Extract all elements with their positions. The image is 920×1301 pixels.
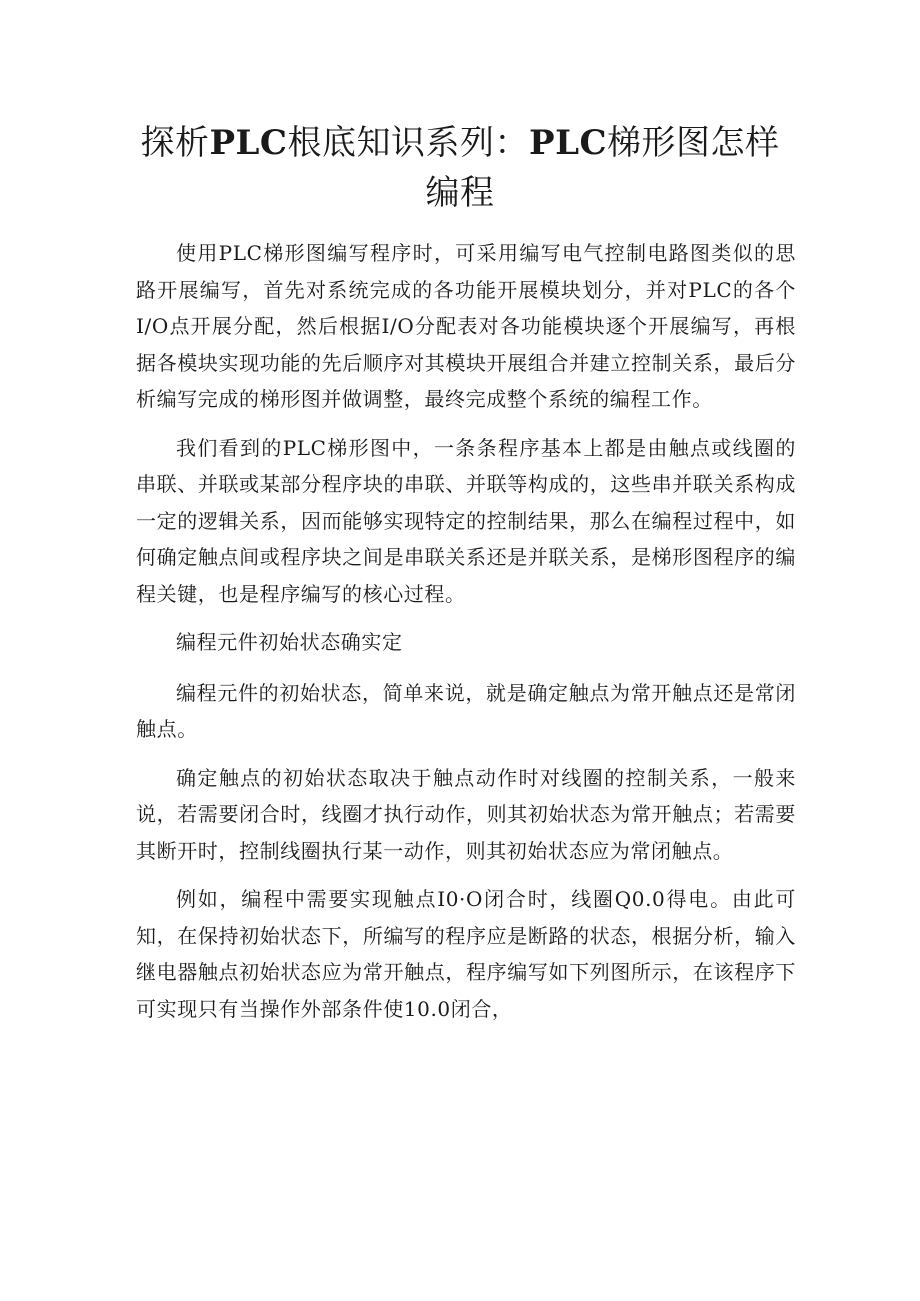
paragraph-initial-state: 编程元件的初始状态，简单来说，就是确定触点为常开触点还是常闭触点。: [136, 680, 796, 741]
document-title: [130, 118, 790, 218]
title-bold-plc-1: PLC: [209, 123, 288, 163]
title-middle: 根底知识系列：: [287, 123, 529, 163]
title-bold-plc-2: PLC: [529, 123, 608, 163]
title-prefix: 探析: [140, 123, 210, 163]
section-heading: 编程元件初始状态确实定: [176, 630, 403, 654]
title-suffix: 梯形图怎样编程: [425, 123, 780, 213]
paragraph-ladder-structure: 我们看到的PLC梯形图中，一条条程序基本上都是由触点或线圈的串联、并联或某部分程序块的串联、并联等构成的，这些串并联关系构成一定的逻辑关系，因而能够实现特定的控制结果，那么在编程过程中，如何确定触点间或程序块之间是串联关系还是并联关系，是梯形图程序的编程关键，也是程序编写的核心过程。: [136, 435, 796, 606]
paragraph-example: 例如，编程中需要实现触点I0·O闭合时，线圈Q0.0得电。由此可知，在保持初始状态下，所编写的程序应是断路的状态，根据分析，输入继电器触点初始状态应为常开触点，程序编写如下列图所示，在该程序下可实现只有当操作外部条件使10.0闭合，: [136, 887, 796, 1021]
document-body: [136, 235, 796, 1039]
paragraph-intro: 使用PLC梯形图编写程序时，可采用编写电气控制电路图类似的思路开展编写，首先对系统完成的各功能开展模块划分，并对PLC的各个I/O点开展分配，然后根据I/O分配表对各功能模块逐个开展编写，再根据各模块实现功能的先后顺序对其模块开展组合并建立控制关系，最后分析编写完成的梯形图并做调整，最终完成整个系统的编程工作。: [136, 241, 796, 411]
paragraph-contact-determination: 确定触点的初始状态取决于触点动作时对线圈的控制关系，一般来说，若需要闭合时，线圈才执行动作，则其初始状态为常开触点；若需要其断开时，控制线圈执行某一动作，则其初始状态应为常闭触点。: [136, 765, 796, 863]
